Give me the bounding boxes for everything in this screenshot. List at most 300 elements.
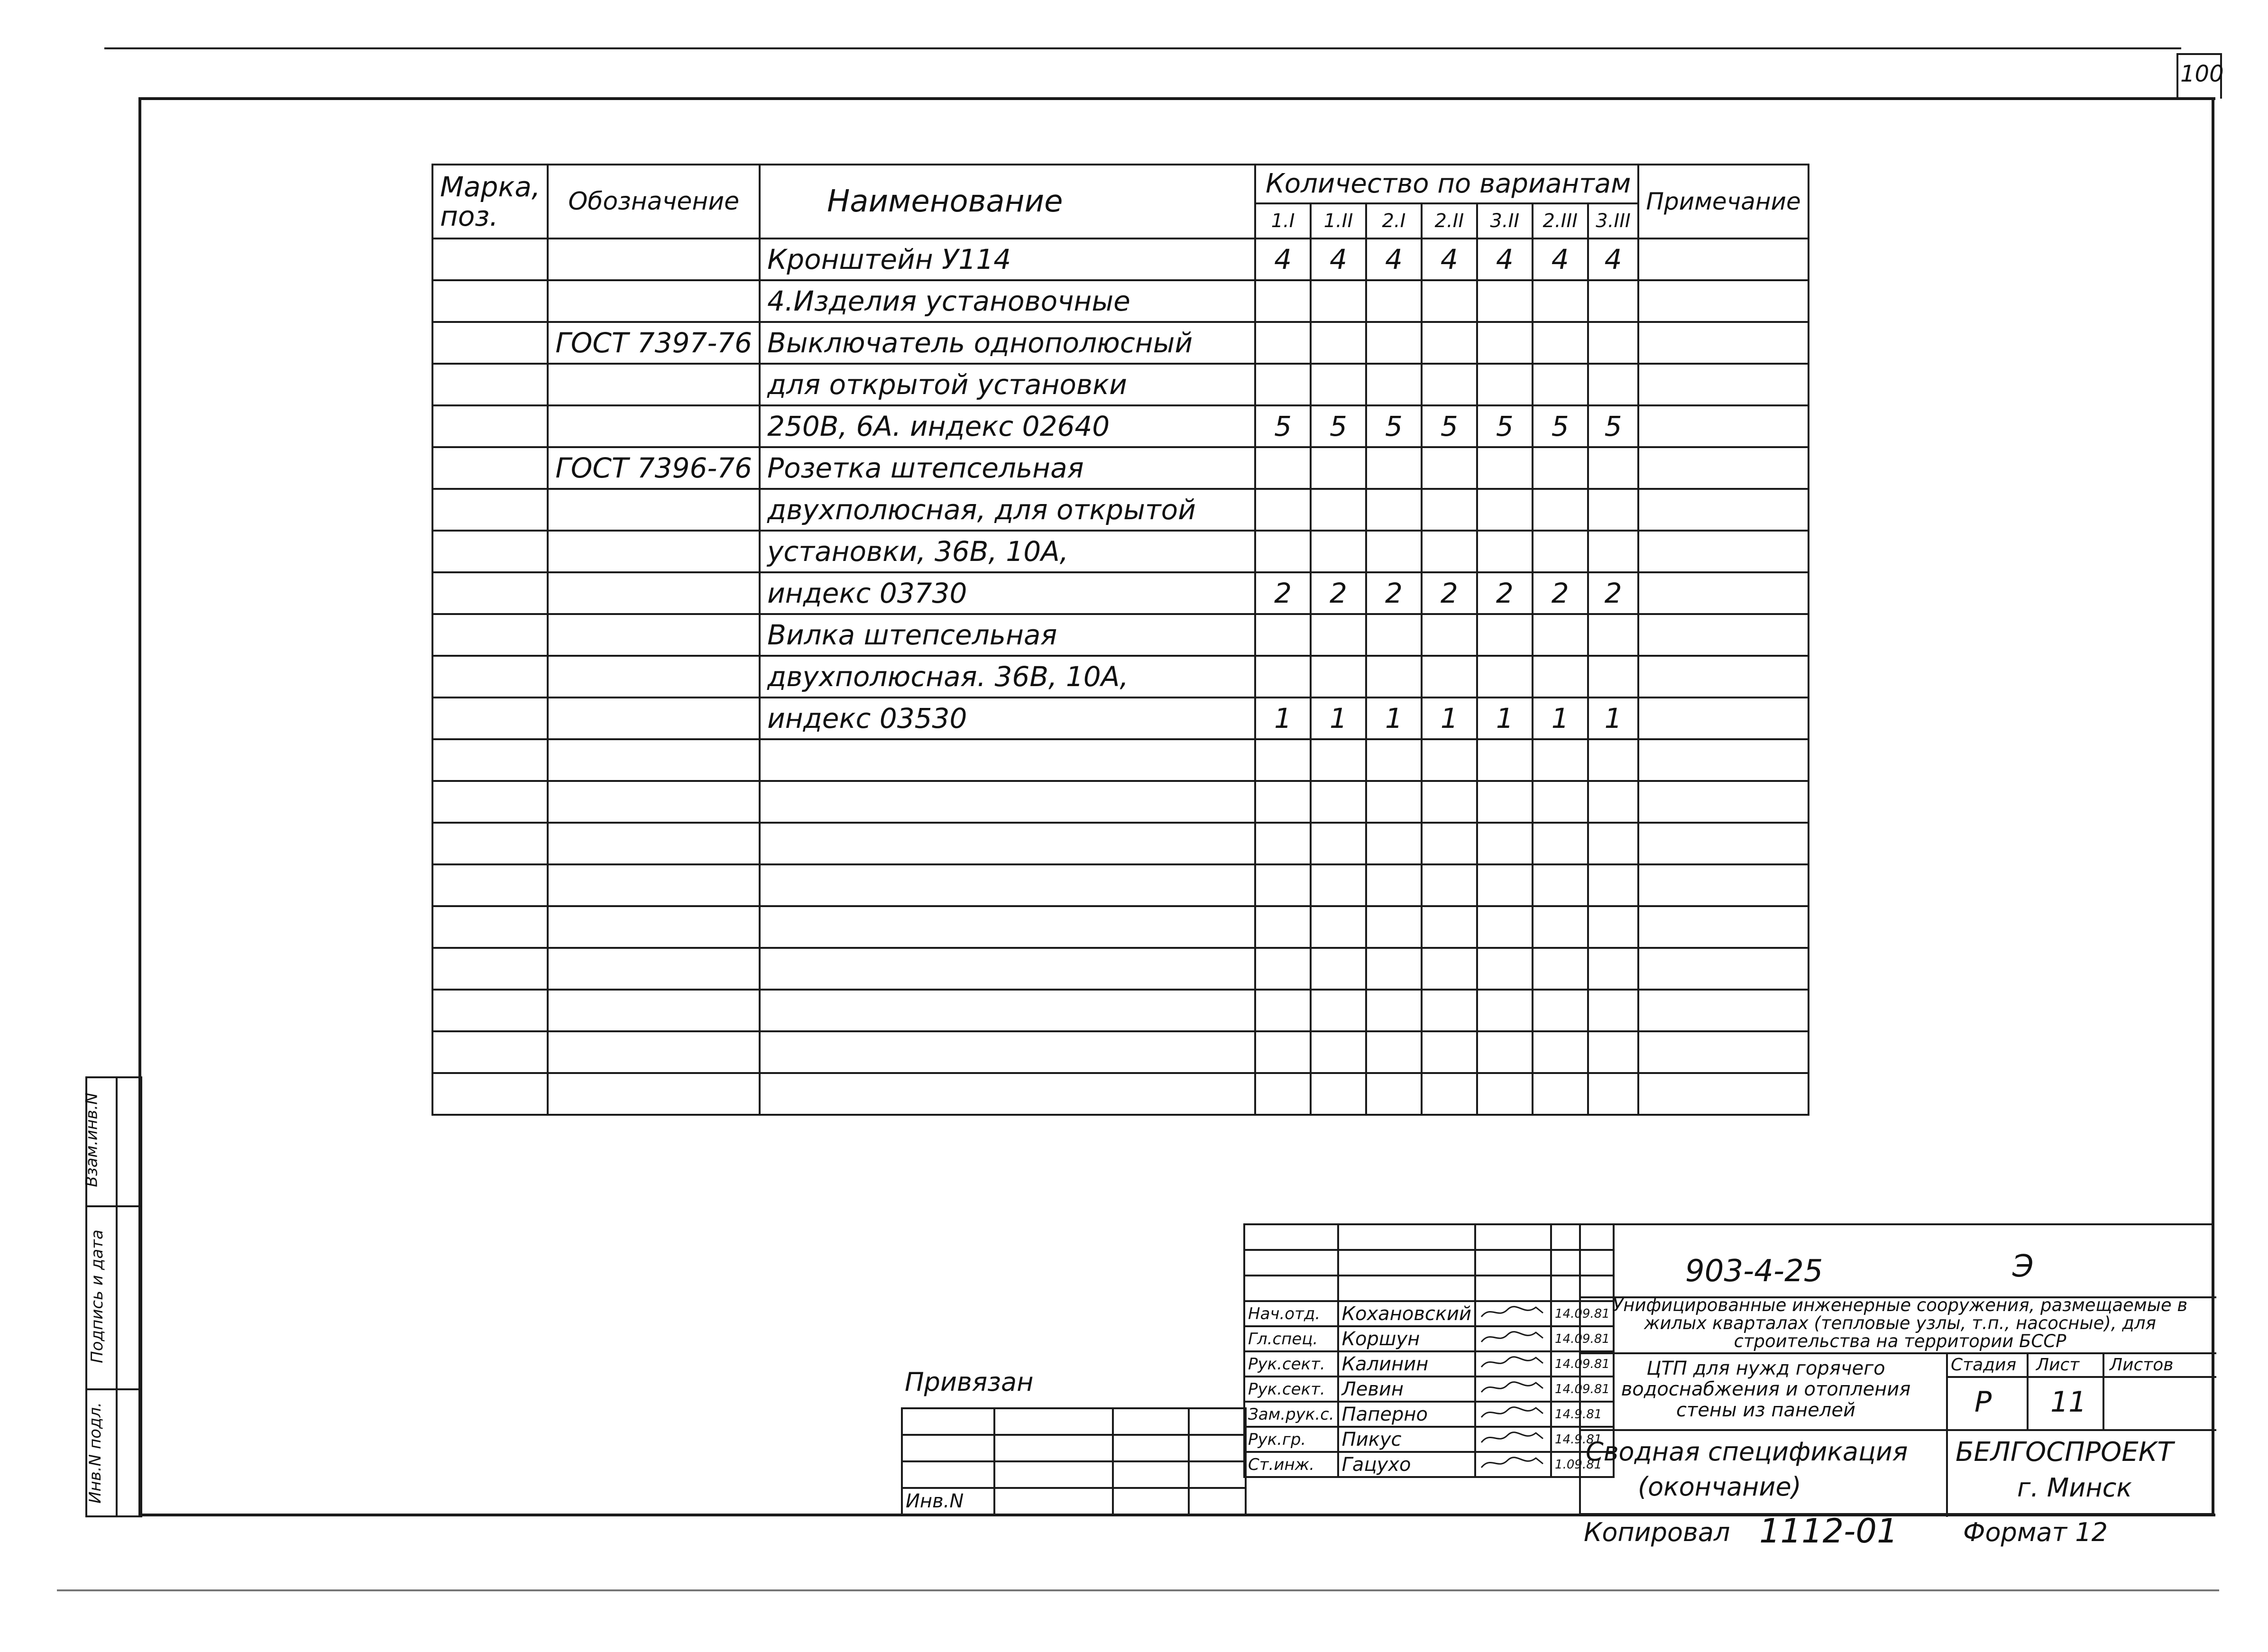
title-divider [1581,1429,2216,1431]
staff-name: Левин [1338,1377,1475,1402]
org-line1: БЕЛГОСПРОЕКТ [1956,1437,2174,1468]
cell-mark [432,322,548,364]
cell-quantity [1422,322,1477,364]
cell-quantity [1588,364,1639,405]
cell-quantity [1533,1031,1588,1073]
cell-quantity [1533,990,1588,1031]
cell-name: для открытой установки [760,364,1255,405]
cell-quantity [1533,864,1588,906]
cell-quantity [1311,781,1366,823]
cell-quantity [1533,322,1588,364]
staff-block [1243,1223,1615,1478]
table-row [432,405,1809,447]
staff-role: Ст.инж. [1244,1452,1338,1477]
cell-quantity [1588,656,1639,698]
cell-note [1638,864,1808,906]
cell-quantity: 4 [1311,239,1366,280]
cell-mark [432,739,548,781]
side-stamp-inv-podl: Инв.N подл. [85,1402,105,1504]
cell-quantity [1255,364,1311,405]
cell-mark [432,531,548,572]
cell-note [1638,656,1808,698]
cell-quantity [1477,864,1533,906]
sheet-title-line2: (окончание) [1638,1472,1801,1502]
cell-name: 4.Изделия установочные [760,280,1255,322]
cell-quantity: 2 [1533,572,1588,614]
cell-designation [548,698,760,739]
cell-quantity [1366,531,1422,572]
title-block [1579,1223,2214,1515]
cell-quantity [1422,656,1477,698]
cell-quantity [1477,489,1533,531]
cell-note [1638,280,1808,322]
cell-name: Выключатель однополюсный [760,322,1255,364]
table-row [432,280,1809,322]
cell-quantity [1255,322,1311,364]
cell-quantity [1311,1073,1366,1115]
cell-quantity [1366,1073,1422,1115]
cell-designation [548,614,760,656]
cell-designation [548,489,760,531]
cell-note [1638,948,1808,990]
stage-divider [2103,1352,2104,1429]
cell-quantity [1477,739,1533,781]
cell-quantity [1422,864,1477,906]
sheets-label: Листов [2110,1355,2174,1375]
table-row [432,239,1809,280]
cell-quantity: 2 [1477,572,1533,614]
cell-quantity [1533,531,1588,572]
cell-quantity [1477,447,1533,489]
cell-designation [548,364,760,405]
cell-quantity [1422,823,1477,864]
cell-quantity [1477,614,1533,656]
table-row [432,948,1809,990]
cell-designation [548,656,760,698]
cell-note [1638,322,1808,364]
cell-quantity [1422,948,1477,990]
staff-date: 14.09.81 [1551,1301,1614,1326]
cell-quantity [1311,531,1366,572]
staff-row [1244,1427,1614,1452]
side-stamp-divider [87,1388,140,1390]
cell-quantity [1255,656,1311,698]
cell-quantity [1422,1073,1477,1115]
cell-mark [432,656,548,698]
cell-quantity [1477,1031,1533,1073]
cell-mark [432,1073,548,1115]
cell-quantity [1533,489,1588,531]
cell-quantity [1422,531,1477,572]
cell-quantity: 5 [1311,405,1366,447]
cell-name: индекс 03530 [760,698,1255,739]
cell-quantity [1533,656,1588,698]
footer-copied: Копировал [1584,1517,1730,1547]
cell-name: Вилка штепсельная [760,614,1255,656]
table-row [432,823,1809,864]
cell-designation [548,948,760,990]
table-row [432,447,1809,489]
cell-quantity [1422,489,1477,531]
bottom-scan-edge [57,1589,2219,1591]
cell-quantity [1255,531,1311,572]
staff-name: Пикус [1338,1427,1475,1452]
cell-name: двухполюсная. 36В, 10А, [760,656,1255,698]
header-designation: Обозначение [548,165,760,239]
stage-divider [2027,1352,2029,1429]
cell-quantity: 1 [1533,698,1588,739]
cell-name [760,864,1255,906]
cell-note [1638,823,1808,864]
cell-quantity [1311,614,1366,656]
cell-name: 250В, 6А. индекс 02640 [760,405,1255,447]
cell-designation [548,990,760,1031]
side-stamp-replace-inv: Взам.инв.N [82,1092,101,1187]
cell-mark [432,864,548,906]
cell-quantity [1588,823,1639,864]
cell-quantity [1366,739,1422,781]
cell-mark [432,572,548,614]
cell-designation [548,239,760,280]
header-mark: Марка, поз. [432,165,548,239]
cell-quantity: 5 [1366,405,1422,447]
cell-quantity [1477,531,1533,572]
table-row [432,322,1809,364]
cell-designation [548,1031,760,1073]
cell-quantity: 4 [1255,239,1311,280]
table-row [432,1031,1809,1073]
staff-role: Рук.сект. [1244,1351,1338,1377]
cell-note [1638,698,1808,739]
side-stamp-divider [87,1205,140,1207]
cell-quantity: 5 [1477,405,1533,447]
cell-quantity [1255,739,1311,781]
staff-name: Паперно [1338,1402,1475,1427]
cell-note [1638,1031,1808,1073]
cell-quantity [1366,280,1422,322]
header-variant: 3.III [1588,203,1639,239]
cell-quantity [1533,280,1588,322]
cell-mark [432,698,548,739]
staff-role: Рук.сект. [1244,1377,1338,1402]
table-row [432,656,1809,698]
cell-mark [432,906,548,948]
cell-quantity [1311,948,1366,990]
header-variant: 2.II [1422,203,1477,239]
cell-quantity [1366,906,1422,948]
stage-label: Стадия [1951,1355,2017,1375]
cell-note [1638,405,1808,447]
stage-table [1946,1352,2216,1429]
staff-role: Гл.спец. [1244,1326,1338,1351]
cell-quantity [1477,280,1533,322]
cell-name [760,1031,1255,1073]
cell-quantity: 5 [1255,405,1311,447]
cell-note [1638,906,1808,948]
cell-quantity [1366,823,1422,864]
cell-quantity [1588,322,1639,364]
cell-quantity [1588,531,1639,572]
cell-quantity [1366,781,1422,823]
cell-name [760,1073,1255,1115]
cell-quantity: 2 [1422,572,1477,614]
cell-note [1638,364,1808,405]
staff-date: 14.9.81 [1551,1402,1614,1427]
table-row [432,1073,1809,1115]
cell-note [1638,739,1808,781]
cell-mark [432,781,548,823]
cell-quantity [1477,781,1533,823]
cell-quantity: 2 [1311,572,1366,614]
table-row [432,572,1809,614]
org-line2: г. Минск [2017,1473,2132,1503]
cell-quantity [1366,447,1422,489]
cell-quantity [1311,990,1366,1031]
cell-quantity [1533,364,1588,405]
cell-quantity [1588,781,1639,823]
cell-quantity [1477,906,1533,948]
cell-quantity [1533,948,1588,990]
cell-quantity: 5 [1533,405,1588,447]
cell-quantity [1533,739,1588,781]
cell-quantity [1477,322,1533,364]
cell-mark [432,614,548,656]
staff-date: 14.09.81 [1551,1377,1614,1402]
cell-name [760,990,1255,1031]
cell-quantity [1588,739,1639,781]
project-title: Унифицированные инженерные сооружения, размещаемые в жилых кварталах (тепловые узлы, т.п., насосные), для строительства на территории БССР [1612,1295,2188,1351]
cell-quantity [1477,364,1533,405]
footer-copy-number: 1112-01 [1759,1512,1898,1551]
cell-designation [548,572,760,614]
cell-quantity [1311,322,1366,364]
cell-quantity [1255,990,1311,1031]
cell-quantity: 4 [1477,239,1533,280]
cell-quantity [1422,364,1477,405]
cell-quantity [1477,656,1533,698]
cell-designation [548,531,760,572]
cell-mark [432,280,548,322]
sheet-label: Лист [2036,1355,2080,1375]
cell-quantity [1255,948,1311,990]
staff-signature [1475,1452,1551,1477]
footer-format: Формат 12 [1963,1517,2108,1547]
signature-scribble-icon [1479,1328,1545,1347]
staff-row [1244,1377,1614,1402]
cell-designation [548,280,760,322]
cell-quantity: 2 [1588,572,1639,614]
cell-quantity [1533,447,1588,489]
cell-quantity: 4 [1533,239,1588,280]
cell-quantity [1366,864,1422,906]
cell-quantity [1588,489,1639,531]
cell-mark [432,823,548,864]
header-variant: 1.I [1255,203,1311,239]
cell-quantity [1311,280,1366,322]
cell-quantity [1477,948,1533,990]
specification-table [432,164,1809,1116]
table-row [432,739,1809,781]
binding-inv: Инв.N [902,1488,994,1514]
header-variant: 1.II [1311,203,1366,239]
cell-quantity [1477,990,1533,1031]
header-note: Примечание [1638,165,1808,239]
header-quantity: Количество по вариантам [1255,165,1638,203]
staff-row [1244,1351,1614,1377]
cell-designation [548,864,760,906]
staff-role: Зам.рук.с. [1244,1402,1338,1427]
cell-note [1638,572,1808,614]
table-row [432,781,1809,823]
cell-quantity [1255,781,1311,823]
signature-scribble-icon [1479,1378,1545,1397]
doc-code: 903-4-25 [1685,1254,1823,1289]
cell-name [760,948,1255,990]
staff-signature [1475,1326,1551,1351]
cell-mark [432,948,548,990]
cell-quantity [1311,489,1366,531]
cell-designation [548,823,760,864]
cell-quantity [1255,489,1311,531]
sheet-title-line1: Сводная спецификация [1586,1437,1908,1467]
cell-note [1638,531,1808,572]
cell-designation: ГОСТ 7397-76 [548,322,760,364]
cell-note [1638,239,1808,280]
cell-quantity: 1 [1366,698,1422,739]
cell-note [1638,1073,1808,1115]
cell-quantity [1422,781,1477,823]
cell-quantity [1588,864,1639,906]
signature-scribble-icon [1479,1428,1545,1447]
cell-quantity [1422,614,1477,656]
cell-quantity [1311,906,1366,948]
cell-quantity [1588,447,1639,489]
cell-quantity: 2 [1255,572,1311,614]
staff-signature [1475,1351,1551,1377]
header-name: Наименование [760,165,1255,239]
cell-quantity [1311,364,1366,405]
cell-quantity [1255,614,1311,656]
cell-name [760,781,1255,823]
table-row [432,990,1809,1031]
cell-quantity [1422,906,1477,948]
cell-quantity [1366,656,1422,698]
cell-quantity [1255,447,1311,489]
cell-quantity [1533,781,1588,823]
cell-designation [548,1073,760,1115]
cell-quantity [1533,823,1588,864]
cell-quantity [1255,823,1311,864]
cell-name: установки, 36В, 10А, [760,531,1255,572]
table-row [432,614,1809,656]
cell-name [760,823,1255,864]
staff-row [1244,1402,1614,1427]
cell-name [760,739,1255,781]
header-variant: 2.III [1533,203,1588,239]
signature-scribble-icon [1479,1453,1545,1472]
cell-quantity [1311,447,1366,489]
cell-designation [548,781,760,823]
table-row [432,906,1809,948]
cell-mark [432,990,548,1031]
cell-quantity [1588,614,1639,656]
cell-quantity: 4 [1422,239,1477,280]
cell-quantity [1477,823,1533,864]
staff-name: Коршун [1338,1326,1475,1351]
cell-quantity [1311,864,1366,906]
cell-quantity [1533,1073,1588,1115]
cell-quantity [1588,280,1639,322]
staff-date: 14.09.81 [1551,1326,1614,1351]
staff-empty-row [1244,1276,1614,1301]
cell-quantity [1255,1031,1311,1073]
binding-label: Привязан [902,1356,1246,1408]
table-row [432,698,1809,739]
signature-scribble-icon [1479,1353,1545,1372]
staff-signature [1475,1301,1551,1326]
cell-quantity [1255,280,1311,322]
cell-mark [432,364,548,405]
staff-role: Рук.гр. [1244,1427,1338,1452]
staff-signature [1475,1377,1551,1402]
frame-top [138,97,2215,100]
cell-quantity [1366,322,1422,364]
cell-quantity [1366,948,1422,990]
staff-row [1244,1301,1614,1326]
cell-designation: ГОСТ 7396-76 [548,447,760,489]
cell-quantity: 1 [1477,698,1533,739]
cell-quantity [1311,823,1366,864]
cell-quantity [1255,1073,1311,1115]
cell-quantity [1311,739,1366,781]
table-row [432,531,1809,572]
cell-quantity [1477,1073,1533,1115]
cell-note [1638,990,1808,1031]
cell-designation [548,739,760,781]
staff-row [1244,1326,1614,1351]
cell-name: индекс 03730 [760,572,1255,614]
cell-quantity [1255,906,1311,948]
cell-note [1638,489,1808,531]
cell-quantity [1533,614,1588,656]
cell-quantity [1422,447,1477,489]
cell-quantity: 5 [1422,405,1477,447]
cell-quantity [1422,1031,1477,1073]
side-stamp [82,1076,142,1517]
header-variant: 2.I [1366,203,1422,239]
cell-quantity: 5 [1588,405,1639,447]
staff-empty-row [1244,1224,1614,1250]
staff-name: Калинин [1338,1351,1475,1377]
object-title: ЦТП для нужд горячего водоснабжения и отопления стены из панелей [1621,1358,1911,1421]
cell-name: Розетка штепсельная [760,447,1255,489]
cell-mark [432,239,548,280]
staff-name: Гацухо [1338,1452,1475,1477]
cell-quantity [1366,614,1422,656]
staff-signature [1475,1427,1551,1452]
table-row [432,489,1809,531]
cell-quantity: 2 [1366,572,1422,614]
cell-quantity [1588,1073,1639,1115]
cell-quantity [1533,906,1588,948]
stage-divider [1946,1376,2216,1378]
cell-quantity: 1 [1255,698,1311,739]
cell-quantity [1588,990,1639,1031]
table-row [432,864,1809,906]
sheet-mark: Э [2012,1249,2034,1284]
header-variant: 3.II [1477,203,1533,239]
cell-quantity [1588,948,1639,990]
